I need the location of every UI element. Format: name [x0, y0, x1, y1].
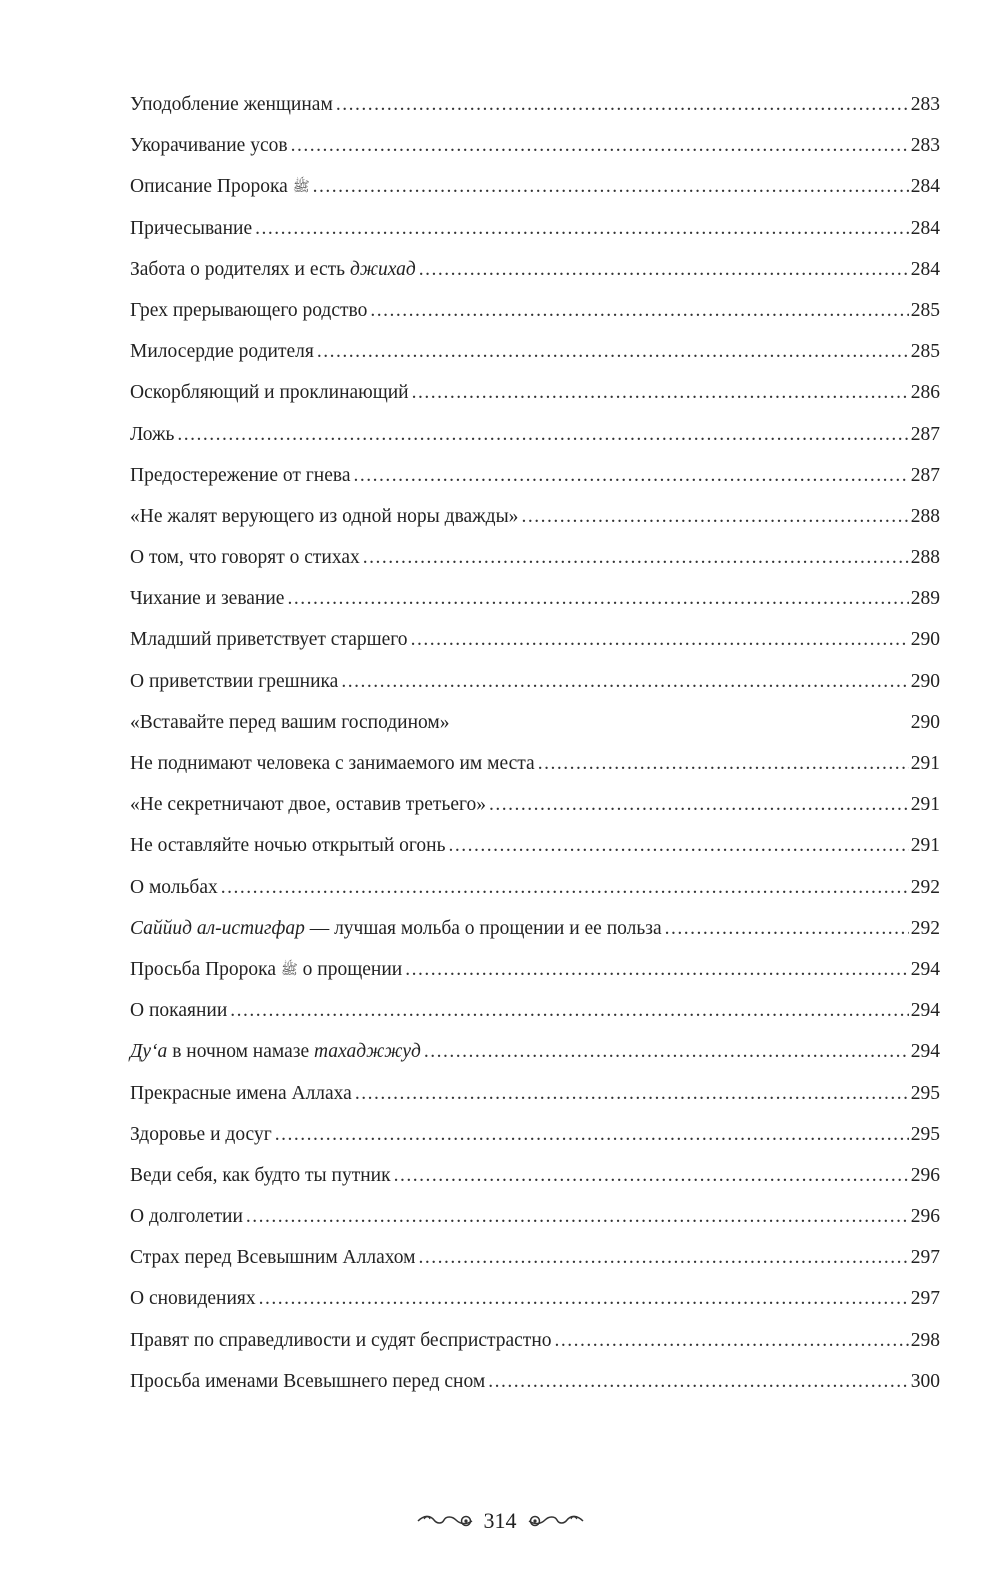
toc-entry [130, 208, 940, 249]
toc-entry-page: 294 [910, 1000, 940, 1022]
dot-leader [259, 1278, 909, 1319]
toc-entry-text: Прекрасные имена Аллаха [130, 1082, 352, 1104]
page-footer [0, 1508, 1000, 1534]
dot-leader [665, 908, 909, 949]
toc-entry-page: 295 [910, 1082, 940, 1104]
toc-entry-title [130, 414, 174, 455]
toc-entry-text: Описание Пророка [130, 176, 293, 198]
toc-entry [130, 290, 940, 331]
toc-entry-title [130, 1196, 243, 1237]
toc-entry-title [130, 661, 338, 702]
toc-entry [130, 578, 940, 619]
toc-entry-title [130, 867, 218, 908]
toc-entry-title [130, 372, 409, 413]
toc-entry-text: Страх перед Всевышним Аллахом [130, 1247, 416, 1269]
toc-entry [130, 1155, 940, 1196]
toc-entry-page: 297 [910, 1288, 940, 1310]
toc-entry [130, 743, 940, 784]
toc-entry-page: 287 [910, 464, 940, 486]
toc-entry-page: 284 [910, 217, 940, 239]
toc-entry-text: «Не жалят верующего из одной норы дважды» [130, 505, 519, 527]
toc-entry-text: О мольбах [130, 876, 218, 898]
dot-leader [424, 1031, 909, 1072]
toc-entry-page: 285 [910, 299, 940, 321]
toc-entry [130, 84, 940, 125]
toc-entry-title [130, 990, 227, 1031]
toc-entry-title [130, 331, 314, 372]
toc-entry-text: «Вставайте перед вашим господином» [130, 711, 450, 733]
toc-entry-title [130, 743, 535, 784]
dot-leader [275, 1114, 909, 1155]
dot-leader [221, 867, 909, 908]
toc-entry-text: Младший приветствует старшего [130, 629, 408, 651]
dot-leader [355, 1073, 909, 1114]
toc-entry-text: Не поднимают человека с занимаемого им места [130, 753, 535, 774]
dot-leader [521, 496, 908, 537]
toc-entry-page: 283 [910, 135, 940, 157]
toc-entry-page: 294 [910, 1041, 940, 1063]
toc-entry-text: О приветствии грешника [130, 670, 339, 692]
toc-entry-page: 288 [910, 505, 940, 527]
toc-entry-title [130, 537, 360, 578]
toc-entry-title [130, 249, 416, 290]
toc-entry-page: 295 [910, 1123, 940, 1145]
toc-entry [130, 949, 940, 990]
toc-entry [130, 496, 940, 537]
toc-entry-page: 291 [910, 794, 940, 816]
dot-leader [317, 331, 909, 372]
toc-entry [130, 372, 940, 413]
toc-entry-title [130, 1278, 256, 1319]
toc-entry [130, 1237, 940, 1278]
dot-leader [341, 661, 908, 702]
toc-entry-title [130, 455, 350, 496]
toc-entry-text: Ду‘а [130, 1041, 168, 1063]
toc-entry [130, 125, 940, 166]
dot-leader [336, 84, 909, 125]
dot-leader [405, 949, 909, 990]
dot-leader [363, 537, 909, 578]
toc-entry-text: О покаянии [130, 1000, 228, 1022]
dot-leader [418, 1237, 908, 1278]
toc-entry-text: Не оставляйте ночью открытый огонь [130, 835, 446, 857]
table-of-contents [130, 84, 940, 1402]
toc-entry [130, 867, 940, 908]
toc-entry-page: 292 [910, 876, 940, 898]
toc-entry-title [130, 1114, 272, 1155]
dot-leader [412, 372, 909, 413]
toc-entry-title [130, 84, 333, 125]
toc-entry-page: 288 [910, 547, 940, 569]
toc-entry-page: 284 [910, 258, 940, 280]
toc-entry-title [130, 166, 310, 208]
toc-entry-text: Предостережение от гнева [130, 464, 351, 486]
toc-entry-title [130, 619, 408, 660]
toc-entry [130, 331, 940, 372]
toc-entry [130, 1278, 940, 1319]
toc-entry-text: — лучшая мольба о прощении и ее польза [304, 917, 662, 939]
toc-entry-page: 294 [910, 958, 940, 980]
toc-entry-title [130, 908, 662, 949]
toc-entry-text: Просьба Пророка [130, 958, 281, 980]
toc-entry-page: 298 [910, 1329, 940, 1351]
toc-entry-page: 291 [910, 753, 940, 774]
dot-leader [394, 1155, 909, 1196]
toc-entry-page: 285 [910, 341, 940, 363]
toc-entry [130, 990, 940, 1031]
toc-entry [130, 1196, 940, 1237]
toc-entry-title [130, 1361, 485, 1402]
toc-entry [130, 619, 940, 660]
toc-entry-title [130, 1237, 415, 1278]
toc-entry-text: О сновидениях [130, 1288, 256, 1310]
toc-entry-page: 291 [910, 835, 940, 857]
toc-entry-page: 300 [910, 1370, 940, 1392]
toc-entry-title [130, 702, 450, 743]
toc-entry-text: Милосердие родителя [130, 341, 314, 363]
dot-leader [177, 414, 908, 455]
toc-entry-text: Правят по справедливости и судят беспристрастно [130, 1329, 552, 1351]
toc-entry-text: тахаджжуд [313, 1041, 421, 1063]
toc-entry-text: Укорачивание усов [130, 135, 288, 157]
toc-entry-title [130, 1073, 352, 1114]
toc-entry-title [130, 784, 486, 825]
toc-entry [130, 537, 940, 578]
salawat-icon: ﷺ [280, 962, 298, 978]
dot-leader [449, 825, 909, 866]
toc-entry [130, 166, 940, 207]
toc-entry-text: «Не секретничают двое, оставив третьего» [130, 794, 487, 816]
salawat-icon: ﷺ [292, 180, 310, 196]
dot-leader [230, 990, 908, 1031]
toc-entry [130, 784, 940, 825]
toc-entry-page: 289 [910, 588, 940, 610]
toc-entry-text: Забота о родителях и есть [130, 258, 350, 280]
toc-entry [130, 1320, 940, 1361]
toc-entry-text: Саййид ал-истигфар [130, 917, 305, 939]
dot-leader [291, 125, 909, 166]
dot-leader [538, 743, 909, 784]
toc-entry [130, 455, 940, 496]
toc-entry-text: О долголетии [130, 1206, 243, 1228]
toc-entry [130, 1361, 940, 1402]
toc-entry-title [130, 1155, 391, 1196]
toc-entry [130, 908, 940, 949]
toc-entry-page: 296 [910, 1164, 940, 1186]
toc-entry-page: 290 [910, 670, 940, 692]
toc-entry-title [130, 949, 402, 991]
toc-entry [130, 249, 940, 290]
toc-entry-page: 284 [910, 176, 940, 198]
toc-entry-page: 290 [910, 629, 940, 651]
toc-entry-text: Здоровье и досуг [130, 1123, 272, 1145]
dot-leader [255, 208, 909, 249]
toc-entry-text: Оскорбляющий и проклинающий [130, 382, 409, 404]
toc-entry-page: 296 [910, 1206, 940, 1228]
dot-leader [353, 455, 908, 496]
page-number: 314 [483, 1508, 517, 1533]
toc-entry-text: Причесывание [130, 217, 253, 239]
toc-entry [130, 825, 940, 866]
toc-entry-page: 297 [910, 1247, 940, 1269]
toc-entry-title [130, 125, 288, 166]
toc-entry-page: 287 [910, 423, 940, 445]
toc-entry-title [130, 290, 367, 331]
toc-entry-text: Грех прерывающего родство [130, 299, 368, 321]
dot-leader [411, 619, 909, 660]
toc-entry [130, 702, 940, 743]
toc-entry-page: 283 [910, 94, 940, 115]
toc-entry-page: 290 [910, 711, 940, 733]
toc-entry-text: о прощении [297, 958, 403, 980]
dot-leader [370, 290, 908, 331]
left-ornament-icon [416, 1511, 478, 1531]
toc-entry-text: Уподобление женщинам [130, 94, 333, 115]
dot-leader [419, 249, 909, 290]
toc-entry-page: 286 [910, 382, 940, 404]
toc-entry-title [130, 1031, 421, 1072]
toc-entry-text: джихад [349, 258, 416, 280]
toc-entry [130, 414, 940, 455]
toc-entry-text: Веди себя, как будто ты путник [130, 1164, 391, 1186]
toc-entry-text: в ночном намазе [167, 1041, 314, 1063]
dot-leader [313, 166, 909, 207]
dot-leader [489, 784, 909, 825]
toc-entry-title [130, 1320, 552, 1361]
right-ornament-icon [523, 1511, 585, 1531]
toc-entry-title [130, 578, 284, 619]
toc-entry-title [130, 825, 446, 866]
toc-entry-text: Чихание и зевание [130, 588, 285, 610]
toc-entry [130, 661, 940, 702]
toc-entry-text: Ложь [130, 423, 175, 445]
toc-entry [130, 1114, 940, 1155]
dot-leader [287, 578, 908, 619]
toc-entry-title [130, 496, 518, 537]
dot-leader [488, 1361, 909, 1402]
toc-entry-text: Просьба именами Всевышнего перед сном [130, 1370, 486, 1392]
dot-leader [246, 1196, 909, 1237]
toc-entry-text: О том, что говорят о стихах [130, 547, 360, 569]
toc-entry-title [130, 208, 252, 249]
toc-entry-page: 292 [910, 917, 940, 939]
dot-leader [555, 1320, 909, 1361]
toc-entry [130, 1031, 940, 1072]
toc-entry [130, 1073, 940, 1114]
